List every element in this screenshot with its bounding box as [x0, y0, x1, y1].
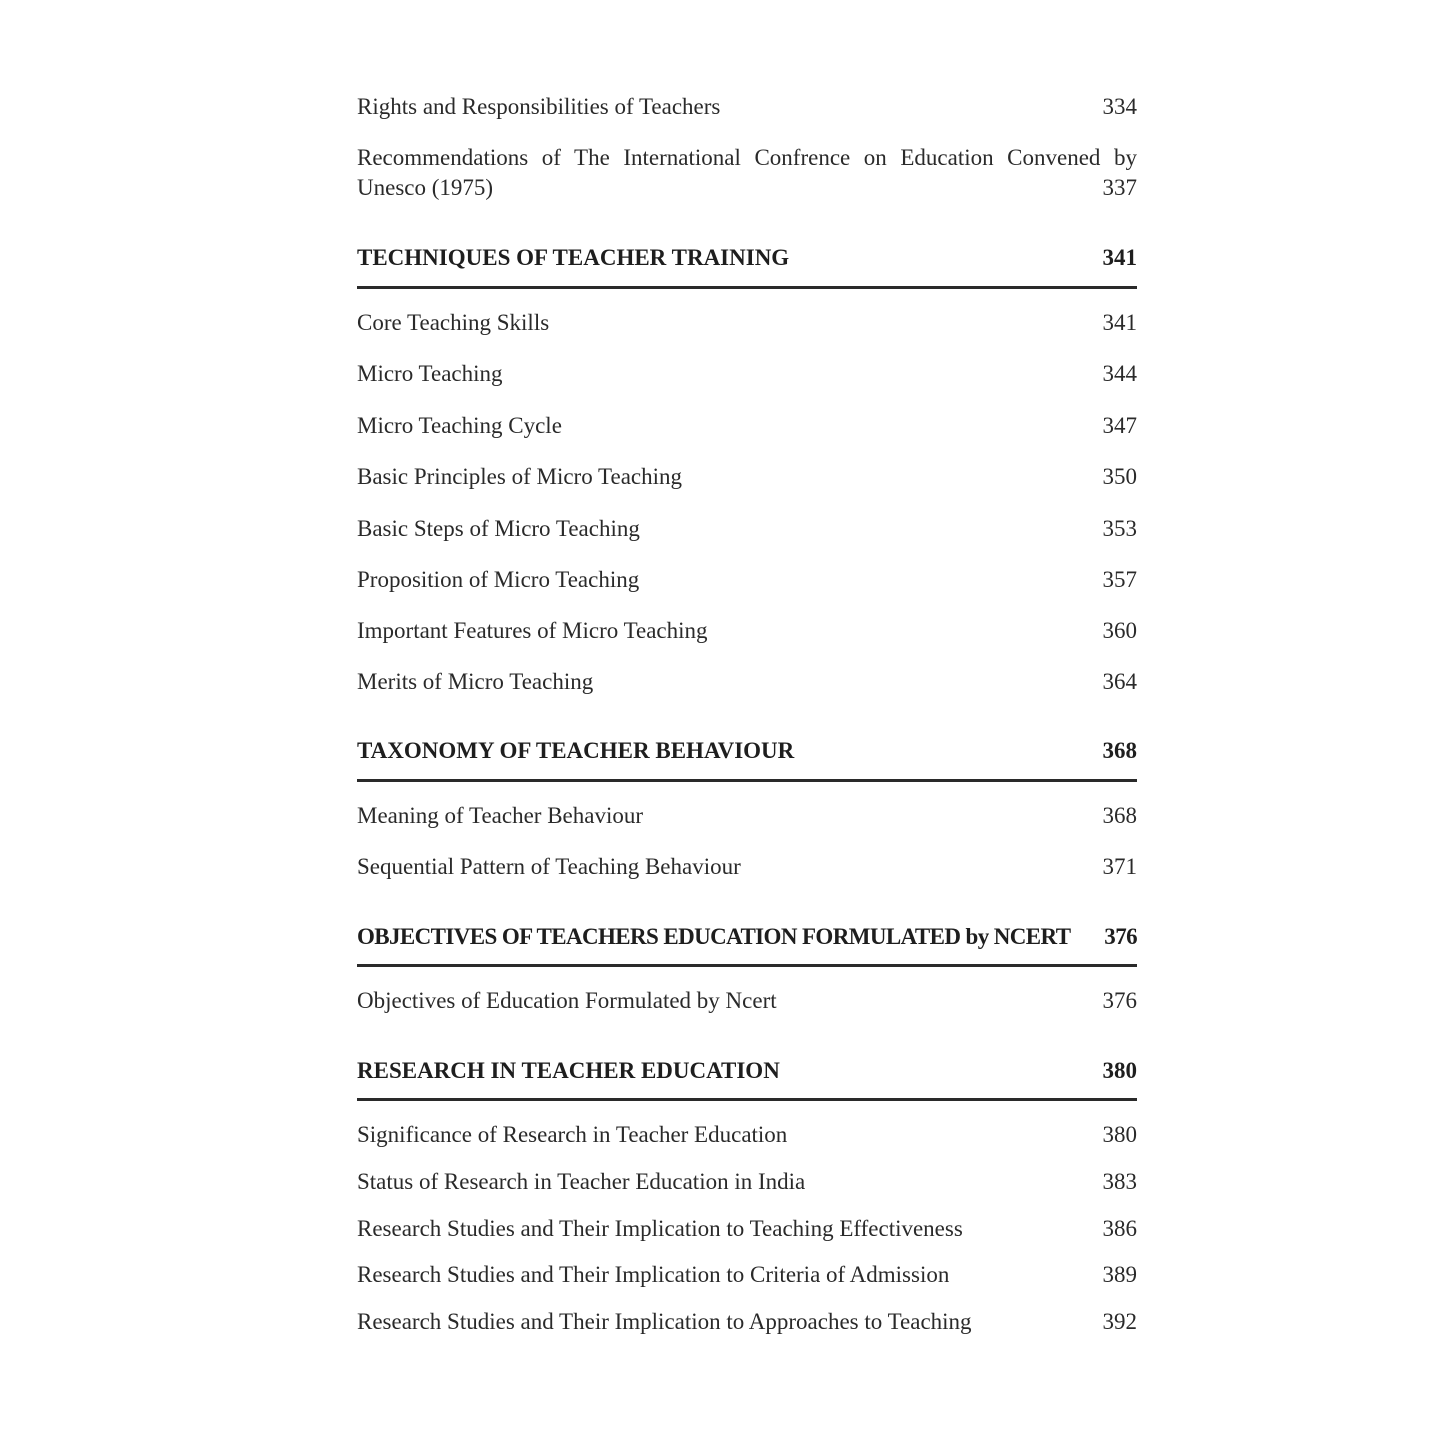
- toc-entry-title: Research Studies and Their Implication to Criteria of Admission: [357, 1262, 950, 1287]
- toc-entry-title: Merits of Micro Teaching: [357, 669, 594, 694]
- toc-entry[interactable]: [357, 308, 1137, 338]
- toc-entry-page: 389: [1102, 1262, 1137, 1287]
- toc-entry-page: 350: [1102, 464, 1137, 489]
- section-heading-title: TAXONOMY OF TEACHER BEHAVIOUR: [357, 738, 795, 763]
- toc-entry-page: 371: [1102, 854, 1137, 879]
- toc-entry-page: 386: [1102, 1216, 1137, 1241]
- toc-entry[interactable]: [357, 92, 1137, 122]
- toc-entry[interactable]: [357, 1260, 1137, 1290]
- section-heading-page: 380: [1102, 1058, 1137, 1083]
- toc-entry[interactable]: [357, 462, 1137, 492]
- toc-entry[interactable]: [357, 616, 1137, 646]
- toc-entry[interactable]: [357, 1214, 1137, 1244]
- toc-entry-page: 368: [1102, 803, 1137, 828]
- toc-entry-page: 347: [1102, 413, 1137, 438]
- toc-entry[interactable]: [357, 667, 1137, 697]
- toc-entry-title: Recommendations of The International Confrence on Education Convened by Unesco (1975): [357, 145, 1137, 200]
- section-divider: [357, 1098, 1137, 1101]
- toc-entry-title: Status of Research in Teacher Education in India: [357, 1169, 806, 1194]
- toc-section-heading[interactable]: [357, 243, 1137, 273]
- section-heading-title: OBJECTIVES OF TEACHERS EDUCATION FORMULATED by NCERT: [357, 924, 1071, 949]
- toc-entry-page: 334: [1102, 94, 1137, 119]
- toc-entry-title: Rights and Responsibilities of Teachers: [357, 94, 721, 119]
- toc-entry-page: 376: [1102, 988, 1137, 1013]
- toc-entry-title: Research Studies and Their Implication to Approaches to Teaching: [357, 1309, 972, 1334]
- section-heading-page: 376: [1104, 924, 1137, 949]
- toc-entry[interactable]: [357, 143, 1137, 203]
- toc-entry[interactable]: [357, 514, 1137, 544]
- toc-entry[interactable]: [357, 1167, 1137, 1197]
- toc-entry[interactable]: [357, 359, 1137, 389]
- section-divider: [357, 964, 1137, 967]
- toc-entry-title: Core Teaching Skills: [357, 310, 550, 335]
- toc-entry-page: 344: [1102, 361, 1137, 386]
- toc-entry[interactable]: [357, 801, 1137, 831]
- toc-entry-page: 383: [1102, 1169, 1137, 1194]
- toc-section-heading[interactable]: [357, 922, 1137, 952]
- toc-entry-page: 360: [1102, 618, 1137, 643]
- toc-entry[interactable]: [357, 852, 1137, 882]
- toc-entry-title: Research Studies and Their Implication to Teaching Effectiveness: [357, 1216, 963, 1241]
- toc-entry[interactable]: [357, 565, 1137, 595]
- section-heading-page: 368: [1102, 738, 1137, 763]
- toc-entry-page: 337: [1102, 175, 1137, 200]
- toc-entry[interactable]: [357, 986, 1137, 1016]
- section-heading-page: 341: [1102, 245, 1137, 270]
- section-divider: [357, 779, 1137, 782]
- toc-entry[interactable]: [357, 1120, 1137, 1150]
- toc-entry-page: 380: [1102, 1122, 1137, 1147]
- toc-entry-page: 357: [1102, 567, 1137, 592]
- toc-entry-page: 341: [1102, 310, 1137, 335]
- toc-entry-title: Sequential Pattern of Teaching Behaviour: [357, 854, 741, 879]
- toc-entry[interactable]: [357, 411, 1137, 441]
- toc-entry-title: Proposition of Micro Teaching: [357, 567, 640, 592]
- section-heading-title: TECHNIQUES OF TEACHER TRAINING: [357, 245, 790, 270]
- toc-entry-title: Micro Teaching Cycle: [357, 413, 562, 438]
- toc-entry-title: Micro Teaching: [357, 361, 503, 386]
- toc-entry-page: 364: [1102, 669, 1137, 694]
- toc-entry-title: Basic Steps of Micro Teaching: [357, 516, 640, 541]
- toc-entry-title: Important Features of Micro Teaching: [357, 618, 708, 643]
- toc-entry-title: Significance of Research in Teacher Education: [357, 1122, 788, 1147]
- toc-section-heading[interactable]: [357, 736, 1137, 766]
- toc-entry-page: 353: [1102, 516, 1137, 541]
- toc-entry-title: Basic Principles of Micro Teaching: [357, 464, 682, 489]
- section-divider: [357, 286, 1137, 289]
- toc-entry-title: Objectives of Education Formulated by Ncert: [357, 988, 777, 1013]
- toc-section-heading[interactable]: [357, 1056, 1137, 1086]
- toc-entry-page: 392: [1102, 1309, 1137, 1334]
- toc-entry-title: Meaning of Teacher Behaviour: [357, 803, 643, 828]
- toc-entry[interactable]: [357, 1307, 1137, 1337]
- section-heading-title: RESEARCH IN TEACHER EDUCATION: [357, 1058, 780, 1083]
